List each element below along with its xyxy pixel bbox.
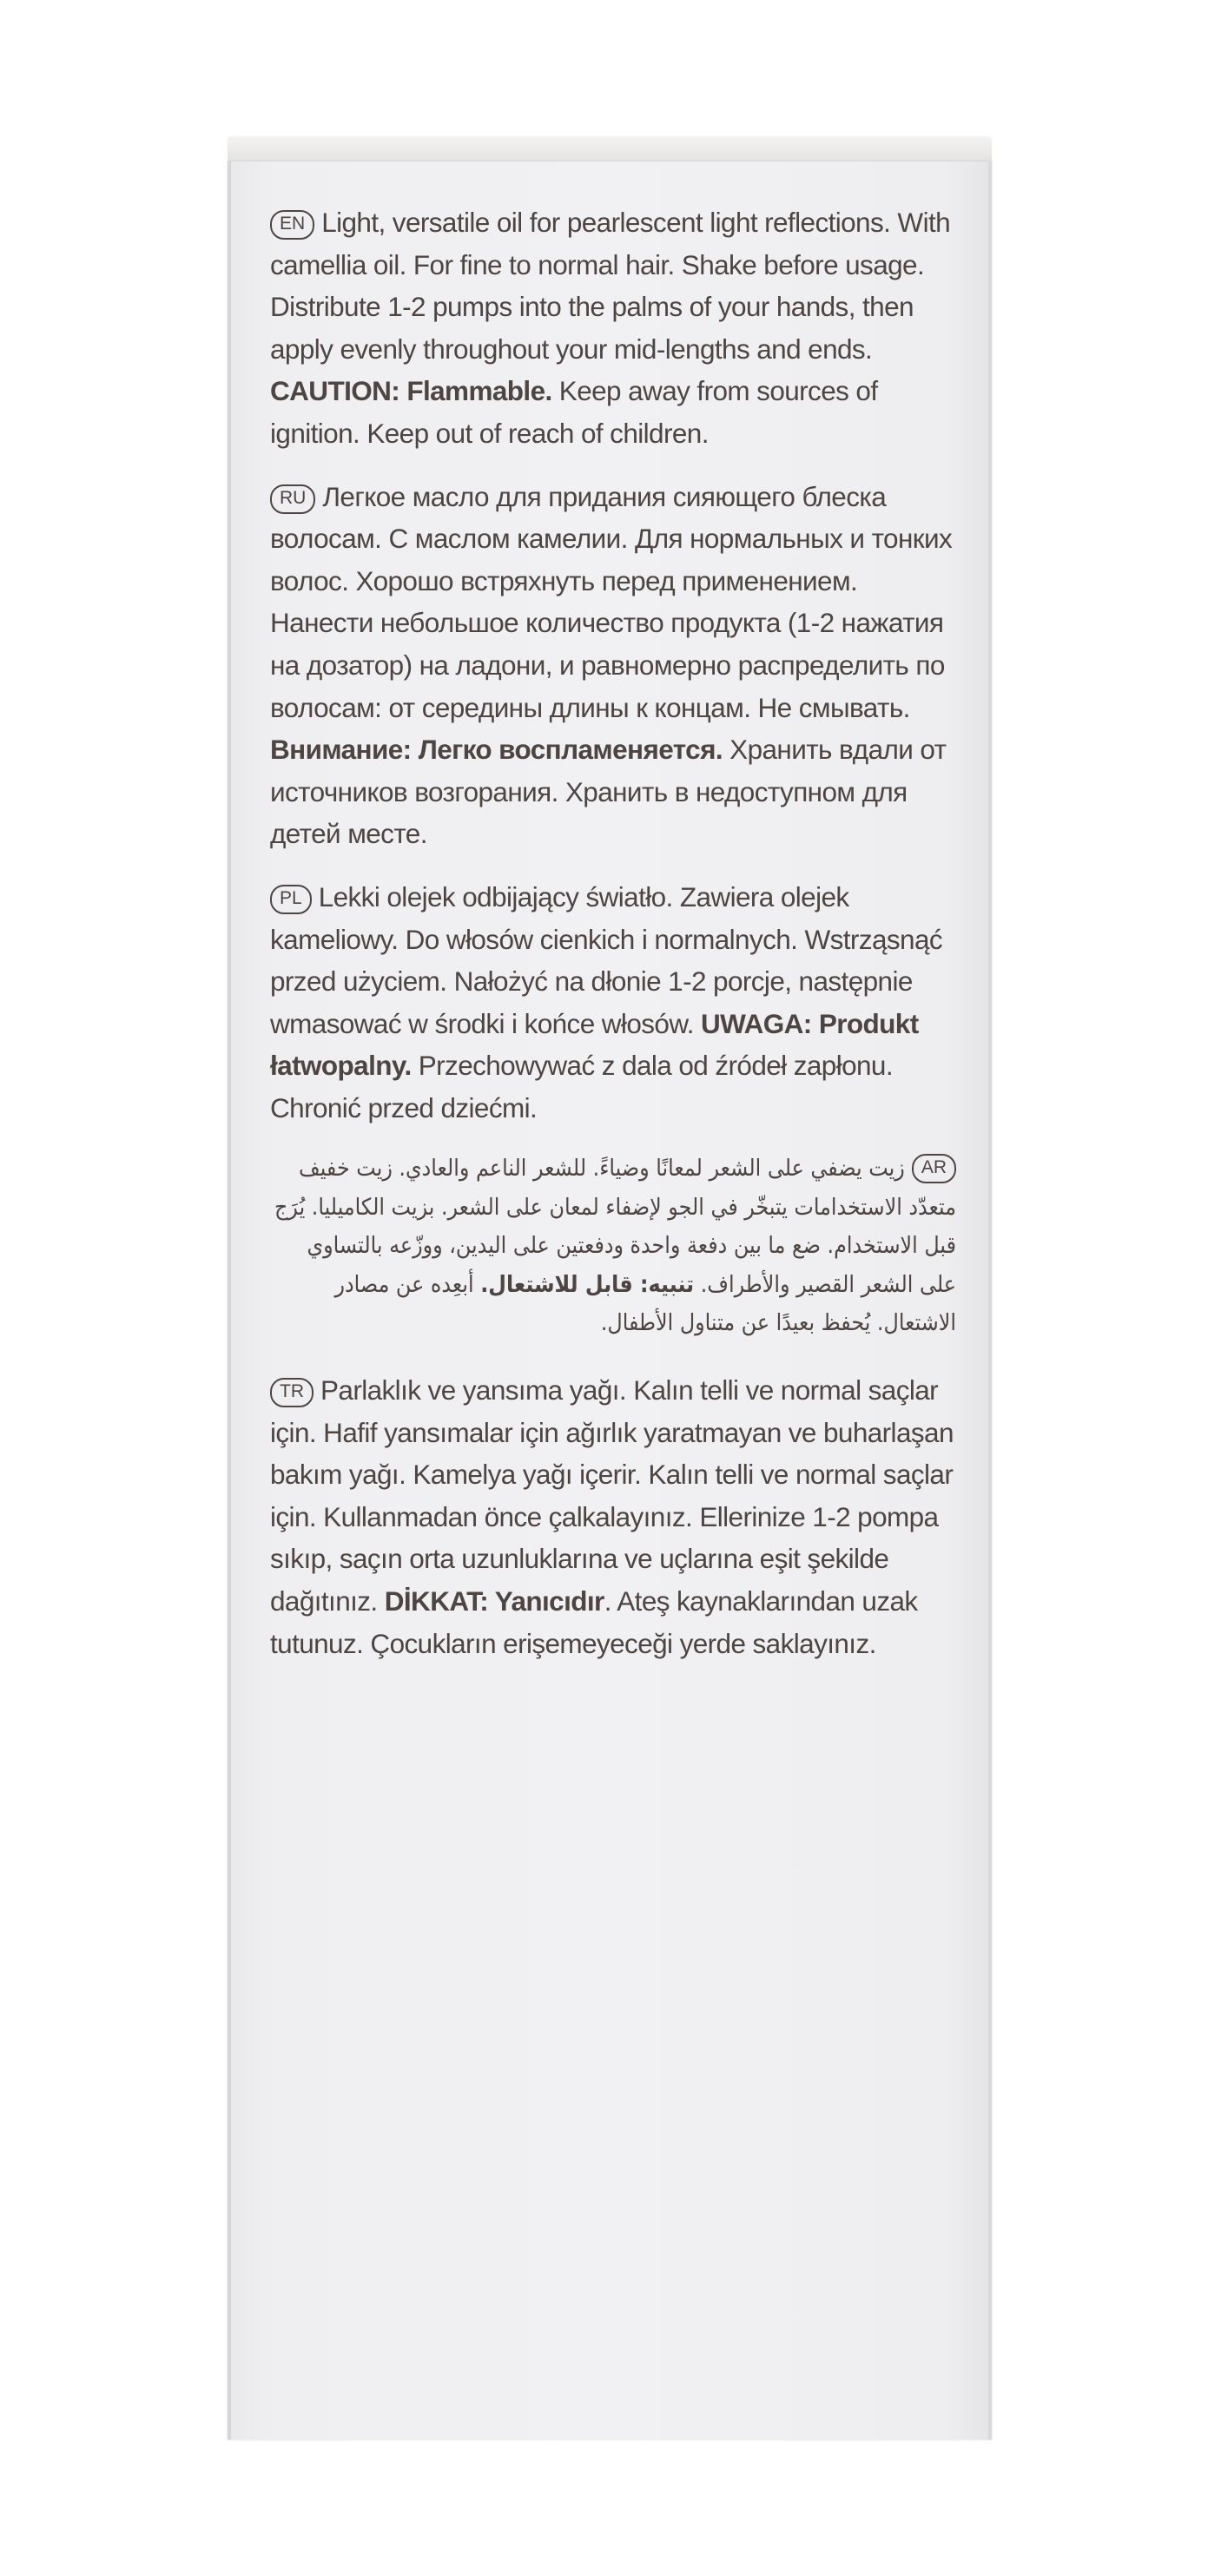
language-badge-ar: AR — [912, 1154, 956, 1183]
box-left-edge — [228, 161, 231, 2440]
section-pl — [270, 876, 956, 1130]
section-en-caution: CAUTION: Flammable. — [270, 375, 552, 407]
section-tr — [270, 1369, 956, 1664]
section-pl-text: Lekki olejek odbijający światło. Zawiera olejek kameliowy. Do włosów cienkich i normalnych. Wstrząsnąć przed użyciem. Nałożyć na dłonie 1-2 porcje, następnie wmasować w środki i końce włosów. — [270, 880, 943, 1039]
section-en-text: Light, versatile oil for pearlescent light reflections. With camellia oil. For fine to normal hair. Shake before usage. Distribute 1-2 pumps into the palms of your hands, then apply evenly throughout your mid-lengths and ends. — [270, 207, 951, 365]
section-tr-text: Parlaklık ve yansıma yağı. Kalın telli ve normal saçlar için. Hafif yansımalar için ağırlık yaratmayan ve buharlaşan bakım yağı. Kamelya yağı içerir. Kalın telli ve normal saçlar için. Kullanmadan önce çalkalayınız. Ellerinize 1-2 pompa sıkıp, saçın orta uzunluklarına ve uçlarına eşit şekilde dağıtınız. — [270, 1374, 954, 1617]
language-badge-en: EN — [270, 210, 314, 240]
section-ru-text-end: Хранить вдали от источников возгорания. Хранить в недоступном для детей месте. — [270, 734, 947, 850]
section-pl-caution: UWAGA: Produkt łatwopalny. — [270, 1007, 919, 1082]
section-pl-text-end: Przechowywać z dala od źródeł zapłonu. Chronić przed dziećmi. — [270, 1050, 894, 1123]
section-ar — [270, 1150, 956, 1343]
section-ar-text-end: أبعِده عن مصادر الاشتعال. يُحفظ بعيدًا عن متناول الأطفال. — [334, 1270, 956, 1337]
section-ru-text: Легкое масло для придания сияющего блеска волосам. С маслом камелии. Для нормальных и тонких волос. Хорошо встряхнуть перед применением. Нанести небольшое количество продукта (1-2 нажатия на дозатор) на ладони, и равномерно распределить по волосам: от середины длины к концам. Не смывать. — [270, 480, 953, 723]
section-en-text-end: Keep away from sources of ignition. Keep out of reach of children. — [270, 375, 878, 449]
language-badge-ru: RU — [270, 484, 315, 514]
section-ru-caution: Внимание: Легко воспламеняется. — [270, 734, 723, 766]
language-badge-pl: PL — [270, 885, 312, 914]
section-tr-text-end: . Ateş kaynaklarından uzak tutunuz. Çocukların erişemeyeceği yerde saklayınız. — [270, 1584, 918, 1659]
section-ar-caution: تنبيه: قابل للاشتعال. — [480, 1270, 695, 1298]
section-tr-caution: DİKKAT: Yanıcıdır — [384, 1584, 604, 1617]
language-badge-tr: TR — [270, 1378, 314, 1407]
box-right-edge — [988, 161, 992, 2440]
section-ar-text: زيت يضفي على الشعر لمعانًا وضياءً. للشعر الناعم والعادي. زيت خفيف متعدّد الاستخدامات يتبخّر في الجو لإضفاء لمعان على الشعر. بزيت الكاميليا. يُرَج قبل الاستخدام. ضع ما بين دفعة واحدة ودفعتين على اليدين، ووزّعه بالتساوي على الشعر القصير والأطراف. — [274, 1155, 956, 1298]
instructions-text-block — [270, 201, 956, 1685]
section-ru — [270, 476, 956, 855]
section-en — [270, 201, 956, 455]
